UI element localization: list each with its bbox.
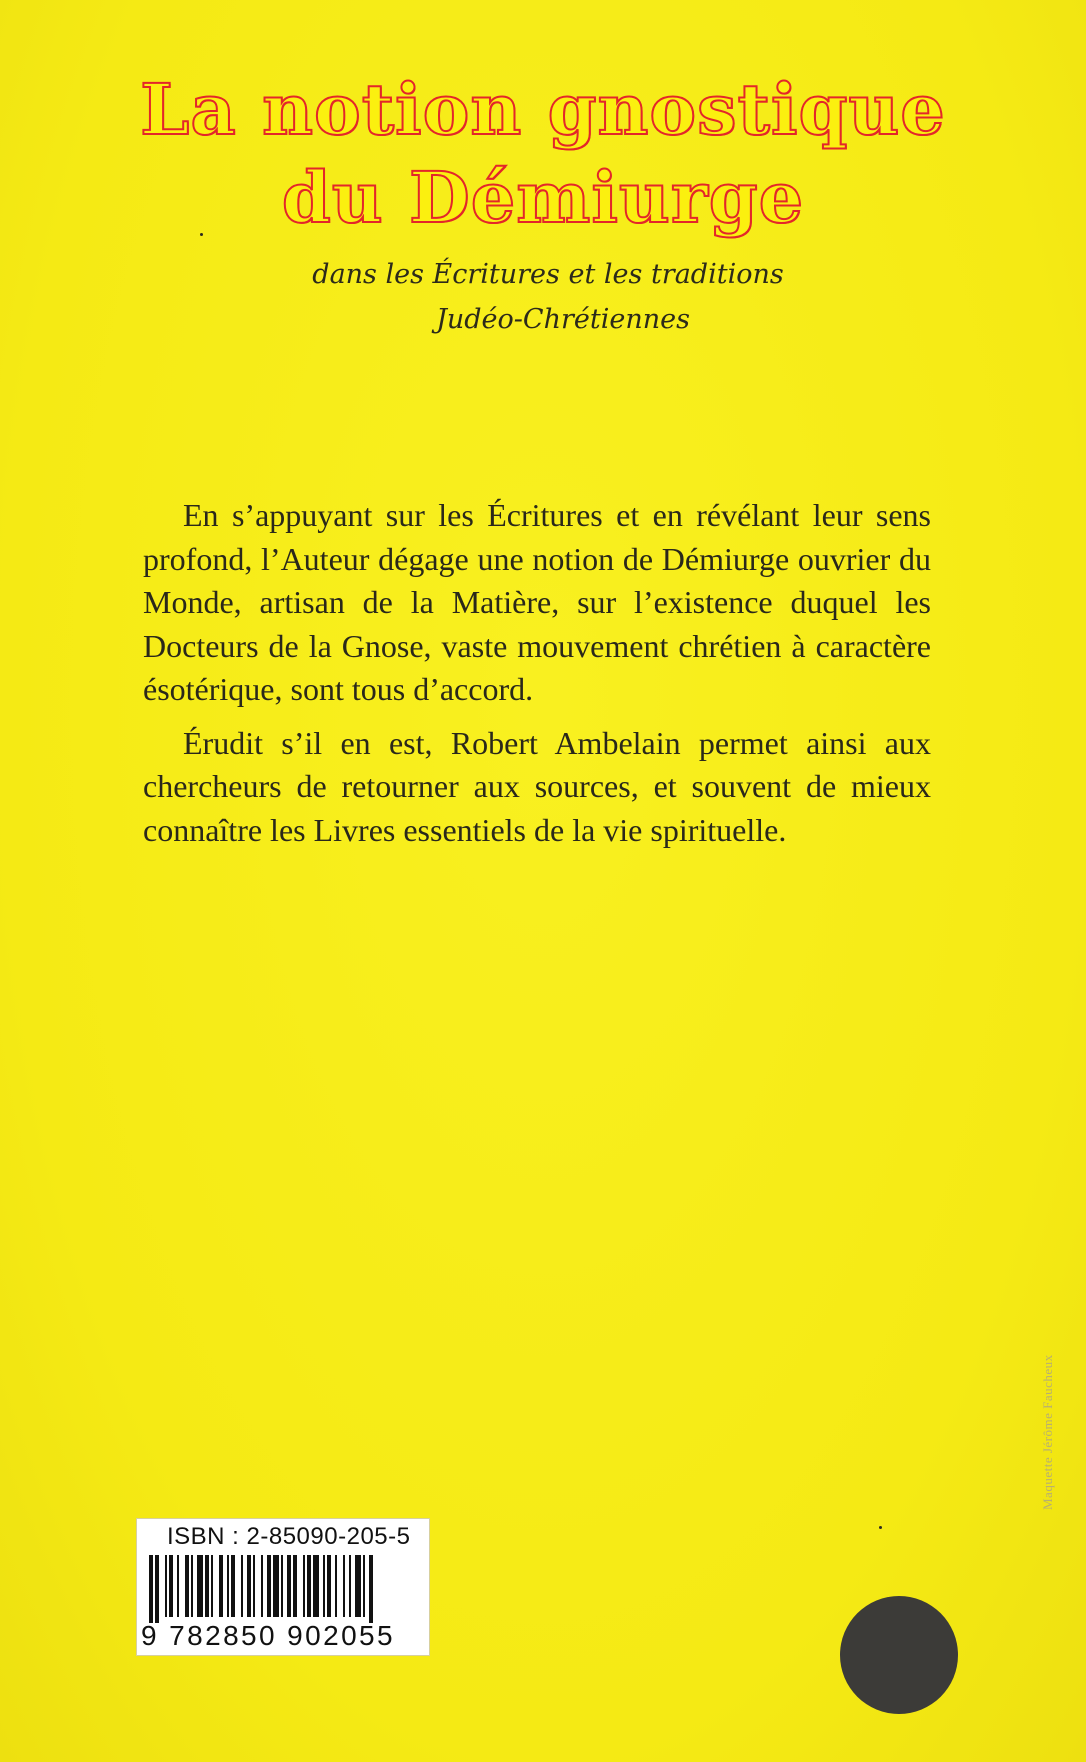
barcode-bar	[169, 1555, 173, 1617]
barcode-bar	[343, 1555, 345, 1617]
barcode-bar	[369, 1555, 373, 1623]
barcode-bar	[211, 1555, 213, 1617]
barcode-bar	[227, 1555, 229, 1617]
blurb-paragraph-1: En s’appuyant sur les Écritures et en révélant leur sens profond, l’Auteur dégage une notion de Démiurge ouvrier du Monde, artisan de la Matière, sur l’existence duquel les Docteurs de la Gnose, vaste mouvement chrétien à caractère ésotérique, sont tous d’accord.	[143, 497, 931, 707]
barcode-bar	[267, 1555, 271, 1617]
book-subtitle	[0, 252, 1086, 342]
barcode-bar	[241, 1555, 243, 1617]
subtitle-line-2: Judéo-Chrétiennes	[436, 304, 690, 335]
price-sticker	[840, 1596, 958, 1714]
isbn-barcode-label	[136, 1518, 430, 1656]
barcode-bar	[155, 1555, 159, 1623]
barcode-bar	[253, 1555, 255, 1617]
book-title-line-1: La notion gnostique	[140, 68, 946, 151]
barcode-bar	[177, 1555, 179, 1617]
barcode-bar	[273, 1555, 279, 1617]
barcode-bar	[261, 1555, 263, 1617]
barcode-bar	[303, 1555, 305, 1617]
ean-digits: 9 782850 902055	[141, 1620, 395, 1651]
barcode-bar	[327, 1555, 331, 1617]
subtitle-line-1: dans les Écritures et les traditions	[312, 259, 784, 290]
barcode-bar	[205, 1555, 209, 1617]
isbn-number: ISBN : 2-85090-205-5	[167, 1523, 411, 1550]
book-title	[0, 66, 1086, 242]
print-speck	[200, 233, 203, 236]
barcode-bar	[349, 1555, 351, 1617]
barcode-bar	[363, 1555, 365, 1617]
barcode-bar	[191, 1555, 193, 1617]
cover-design-credit: Maquette Jérôme Faucheux	[1040, 1354, 1055, 1510]
barcode-bar	[281, 1555, 283, 1617]
barcode-bar	[197, 1555, 203, 1617]
barcode-bar	[219, 1555, 223, 1617]
blurb-text	[143, 494, 931, 862]
barcode-bar	[185, 1555, 189, 1617]
barcode-bar	[335, 1555, 337, 1617]
barcode-bar	[323, 1555, 325, 1617]
barcode-bar	[149, 1555, 153, 1623]
barcode-bar	[355, 1555, 361, 1617]
blurb-paragraph-2: Érudit s’il en est, Robert Ambelain permet ainsi aux chercheurs de retourner aux sources, et souvent de mieux connaître les Livres essentiels de la vie spirituelle.	[143, 724, 931, 848]
barcode-bar	[231, 1555, 235, 1617]
barcode-bar	[287, 1555, 291, 1617]
print-speck	[879, 1526, 882, 1529]
barcode-bar	[165, 1555, 167, 1617]
book-title-line-2: du Démiurge	[281, 156, 805, 239]
barcode-bar	[293, 1555, 297, 1617]
barcode-bar	[247, 1555, 251, 1617]
barcode-bar	[307, 1555, 311, 1617]
barcode-bar	[313, 1555, 319, 1617]
barcode-icon	[147, 1555, 419, 1623]
